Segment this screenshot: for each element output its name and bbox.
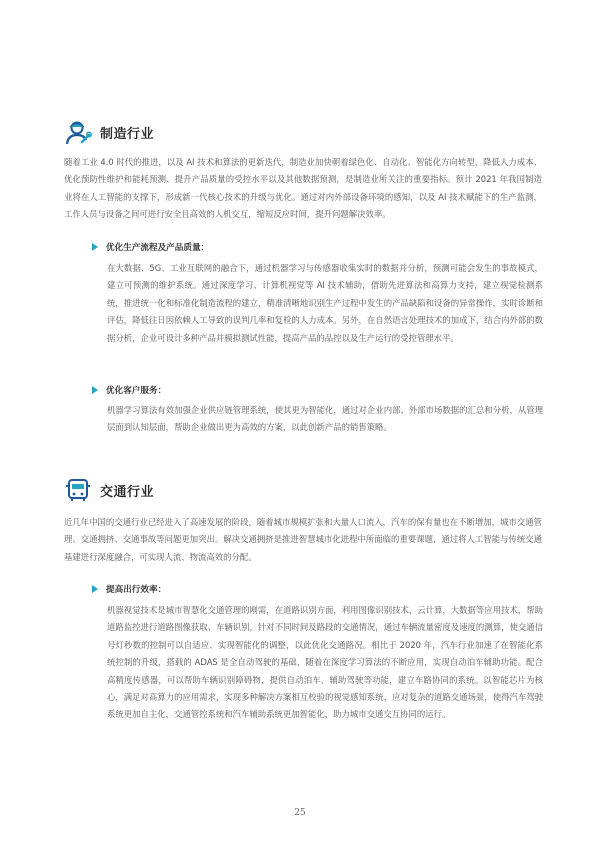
bullet-travel-efficiency <box>92 583 166 595</box>
triangle-bullet-icon <box>92 386 98 394</box>
bus-icon <box>64 476 92 504</box>
page-number: 25 <box>294 808 306 818</box>
bullet-text: 机器学习算法有效加强企业供应链管理系统，使其更为智能化，通过对企业内部、外部市场数据的汇总和分析，从管理层面到认知层面，帮助企业做出更为高效的方案，以此创新产品的销售策略。 <box>107 405 543 433</box>
triangle-bullet-icon <box>92 585 98 593</box>
bullet-title: 提高出行效率： <box>106 585 167 595</box>
bullet-title: 优化客户服务： <box>106 386 167 396</box>
manufacturing-header <box>64 118 154 146</box>
bullet-customer-service <box>92 384 166 396</box>
transport-intro: 近几年中国的交通行业已经进入了高速发展的阶段，随着城市规模扩张和大量人口流入，汽车的保有量也在不断增加，城市交通管理、交通拥挤、交通事故等问题更加突出。解决交通拥挤是推进智慧城市化进程中所面临的重要课题，通过将人工智能与传统交通基建进行深度融合，可实现人流、物流高效的分配。 <box>64 517 542 562</box>
bullet-text: 在大数据、5G、工业互联网的融合下，通过机器学习与传感器收集实时的数据并分析，预测可能会发生的事故模式，建立可预测的维护系统。通过深度学习、计算机视觉等 AI 技术辅助，借助先进算法和高算力支持，建立视觉检测系统，推进统一化和标准化制造流程的建立，精准清晰地识别生产过程中发生的产品缺陷和设备的异常操作，实时诊断和评估，降低往日因依赖人工导致的误判几率和复检的人力成本。另外，在自然语言处理技术的加成下，结合内外部的数据分析，企业可设计多种产品并模拟测试性能，提高产品的品控以及生产运行的受控管理水平。 <box>107 263 543 343</box>
triangle-bullet-icon <box>92 243 98 251</box>
bullet-title: 优化生产流程及产品质量： <box>106 243 210 253</box>
transport-header <box>64 476 154 504</box>
bullet-production-quality <box>92 241 209 253</box>
section-title-manufacturing: 制造行业 <box>100 126 155 142</box>
bullet-text: 机器视觉技术是城市智慧化交通管理的刚需，在道路识别方面，利用图像识别技术，云计算，大数据等应用技术，帮助道路监控进行道路图像获取、车辆识别，针对不同时间及路段的交通情况，通过车辆流量密度及速度的测算，使交通信号灯秒数的控制可以自适应、实现智能化的调整，以此优化交通路况。相比于 2020 年，汽车行业加速了在智能化系统控制的升级，搭载的 ADAS 是全自动驾驶的基础，随着在深度学习算法的不断应用，实现自动泊车辅助功能。配合高精度传感器，可以帮助车辆识别障碍物，提供自动泊车、辅助驾驶等功能，建立车路协同的系统。以智能芯片为核心，满足对高算力的应用需求，实现多种解决方案相互校验的视觉感知系统，应对复杂的道路交通场景，使得汽车驾驶系统更加自主化，交通管控系统和汽车辅助系统更加智能化，助力城市交通交互协同的运行。 <box>107 605 543 720</box>
worker-wrench-icon <box>64 118 92 146</box>
section-title-transport: 交通行业 <box>100 484 155 500</box>
manufacturing-intro: 随着工业 4.0 时代的推进，以及 AI 技术和算法的更新迭代，制造业加快朝着绿色化、自动化、智能化方向转型，降低人力成本、优化预防性维护和能耗预测、提升产品质量的受控水平以及其他数据预测，是制造业所关注的重要指标。预计 2021 年我国制造业将在人工智能的支撑下，形成新一代核心技术的升级与优化。通过对内外部设备环境的感知，以及 AI 技术赋能下的生产监测，工作人员与设备之间可进行安全且高效的人机交互，缩短反应时间，提升问题解决效率。 <box>64 157 542 220</box>
